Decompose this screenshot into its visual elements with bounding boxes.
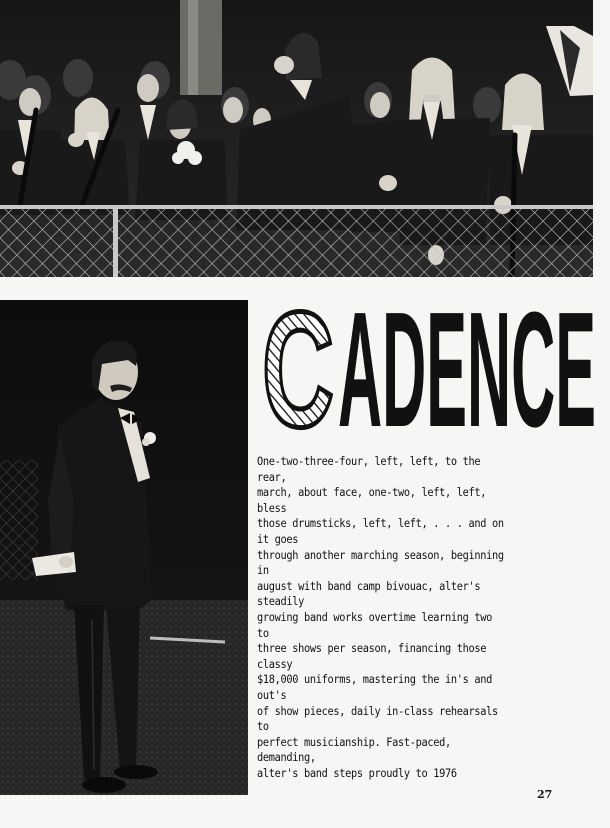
band-director-photo bbox=[0, 300, 248, 795]
headline-rest: ADENCE bbox=[338, 298, 596, 438]
article-body: One-two-three-four, left, left, to the rear, march, about face, one-two, left, left, bless those drumsticks, left, left, . . . and on it goes through another marching season, beginning in august with band camp bivouac, alter's steadily growing band works overtime learning two to three shows per season, financing those classy $18,000 uniforms, mastering the in's and out's of show pieces, daily in-class rehearsals to perfect musicianship. Fast-paced, demanding, alter's band steps proudly to 1976 bbox=[257, 455, 504, 780]
band-bleachers-photo bbox=[0, 0, 593, 277]
headline-first-letter: C bbox=[262, 298, 334, 438]
page-number: 27 bbox=[537, 788, 553, 801]
cadence-headline bbox=[262, 298, 598, 438]
